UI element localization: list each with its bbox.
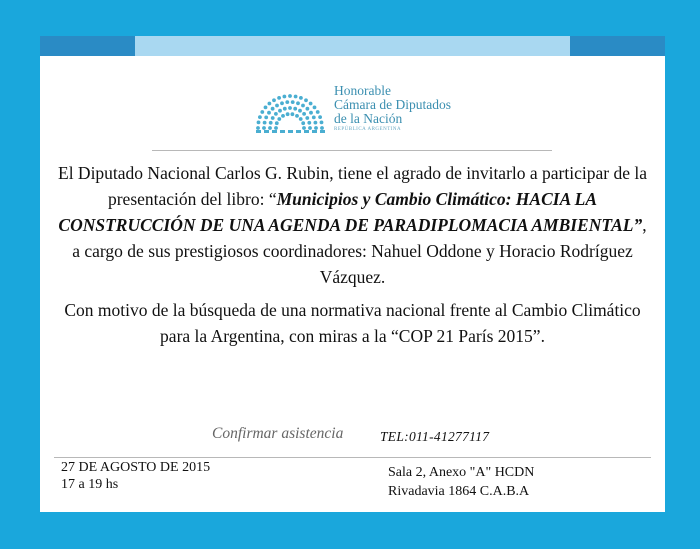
event-datetime [61, 459, 210, 493]
divider-bottom [54, 457, 651, 458]
rsvp-phone[interactable]: TEL:011-41277117 [380, 429, 490, 444]
event-address: Rivadavia 1864 C.A.B.A [388, 484, 530, 499]
event-date: 27 DE AGOSTO DE 2015 [61, 460, 211, 475]
top-color-bar [40, 36, 665, 56]
invitation-card [40, 36, 665, 512]
book-title-part-2: HACIA LA CONSTRUCCIÓN DE UNA AGENDA DE PARADIPLOMACIA AMBIENTAL” [58, 189, 643, 235]
rsvp-label: Confirmar asistencia [212, 425, 344, 442]
logo-line-1: Honorable [334, 83, 391, 98]
invitation-body [54, 160, 651, 349]
logo-subtitle: REPÚBLICA ARGENTINA [334, 127, 402, 132]
invitation-paragraph-2: Con motivo de la búsqueda de una normativa nacional frente al Cambio Climático para la Argentina, con miras a la “COP 21 París 2015”. [64, 300, 641, 346]
logo-line-3: de la Nación [334, 111, 403, 126]
divider-top [152, 150, 552, 151]
chamber-logo [252, 84, 451, 134]
invitation-paragraph-1: El Diputado Nacional Carlos G. Rubin, tiene el agrado de invitarlo a participar de la presentación del libro: “Municipios y Cambio Climático: HACIA LA CONSTRUCCIÓN DE UNA AGENDA DE PARADIPLOMACIA AMBIENTAL”, a cargo de sus prestigiosos coordinadores: Nahuel Oddone y Horacio Rodríguez Vázquez. [58, 163, 647, 287]
logo-line-2: Cámara de Diputados [334, 97, 451, 112]
congress-dome-icon [252, 84, 328, 134]
event-location [388, 463, 534, 501]
event-time: 17 a 19 hs [61, 477, 119, 492]
event-room: Sala 2, Anexo "A" HCDN [388, 465, 535, 480]
book-title-part-1: Municipios y Cambio Climático: [276, 189, 512, 209]
